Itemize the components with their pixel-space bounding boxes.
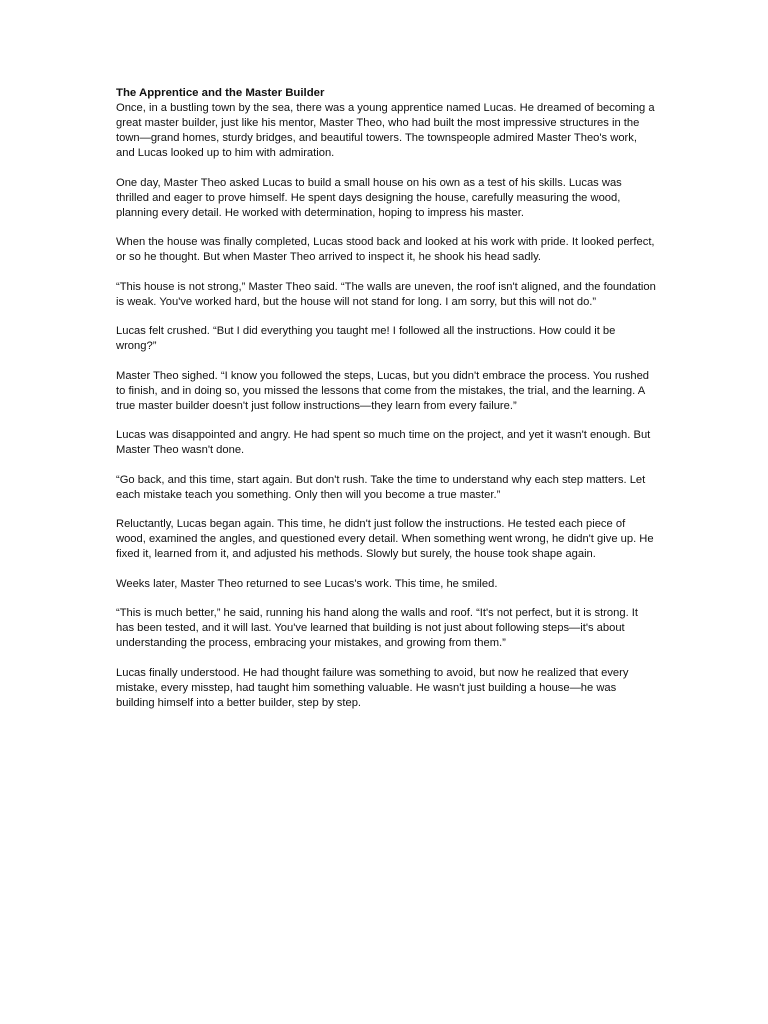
paragraph: “This house is not strong,” Master Theo said. “The walls are uneven, the roof isn't aligned, and the foundation is weak. You've worked hard, but the house will not stand for long. I am sorry, but this will not do.” [116,280,656,308]
paragraph: Lucas felt crushed. “But I did everything you taught me! I followed all the instructions. How could it be wrong?” [116,325,616,352]
paragraph: Reluctantly, Lucas began again. This time, he didn't just follow the instructions. He tested each piece of wood, examined the angles, and questioned every detail. When something went wrong, he didn't give up. He fixed it, learned from it, and adjusted his methods. Slowly but surely, the house took shape again. [116,518,654,560]
paragraph: Weeks later, Master Theo returned to see Lucas's work. This time, he smiled. [116,577,498,590]
paragraph: Lucas finally understood. He had thought failure was something to avoid, but now he realized that every mistake, every misstep, had taught him something valuable. He wasn't just building a house—he was building himself into a better builder, step by step. [116,666,629,709]
paragraph: “This is much better,” he said, running his hand along the walls and roof. “It's not perfect, but it is strong. It has been tested, and it will last. You've learned that building is not just about following steps—it's about understanding the process, embracing your mistakes, and growing from them.” [116,607,638,649]
paragraph: “Go back, and this time, start again. But don't rush. Take the time to understand why each step matters. Let each mistake teach you something. Only then will you become a true master.” [116,473,646,501]
document-title: The Apprentice and the Master Builder [116,87,325,99]
paragraph: Once, in a bustling town by the sea, there was a young apprentice named Lucas. He dreamed of becoming a great master builder, just like his mentor, Master Theo, who had built the most impressive structures in the town—grand homes, sturdy bridges, and beautiful towers. The townspeople admired Master Theo's work, and Lucas looked up to him with admiration. [116,102,655,159]
paragraph: When the house was finally completed, Lucas stood back and looked at his work with pride. It looked perfect, or so he thought. But when Master Theo arrived to inspect it, he shook his head sadly. [116,236,655,263]
paragraph: One day, Master Theo asked Lucas to build a small house on his own as a test of his skills. Lucas was thrilled and eager to prove himself. He spent days designing the house, carefully measuring the wood, planning every detail. He worked with determination, hoping to impress his master. [116,176,622,219]
paragraph: Lucas was disappointed and angry. He had spent so much time on the project, and yet it wasn't enough. But Master Theo wasn't done. [116,429,651,456]
document-body [116,86,656,725]
paragraph: Master Theo sighed. “I know you followed the steps, Lucas, but you didn't embrace the process. You rushed to finish, and in doing so, you missed the lessons that come from the mistakes, the trial, and the learning. A true master builder doesn't just follow instructions—they learn from every failure.” [116,369,650,412]
